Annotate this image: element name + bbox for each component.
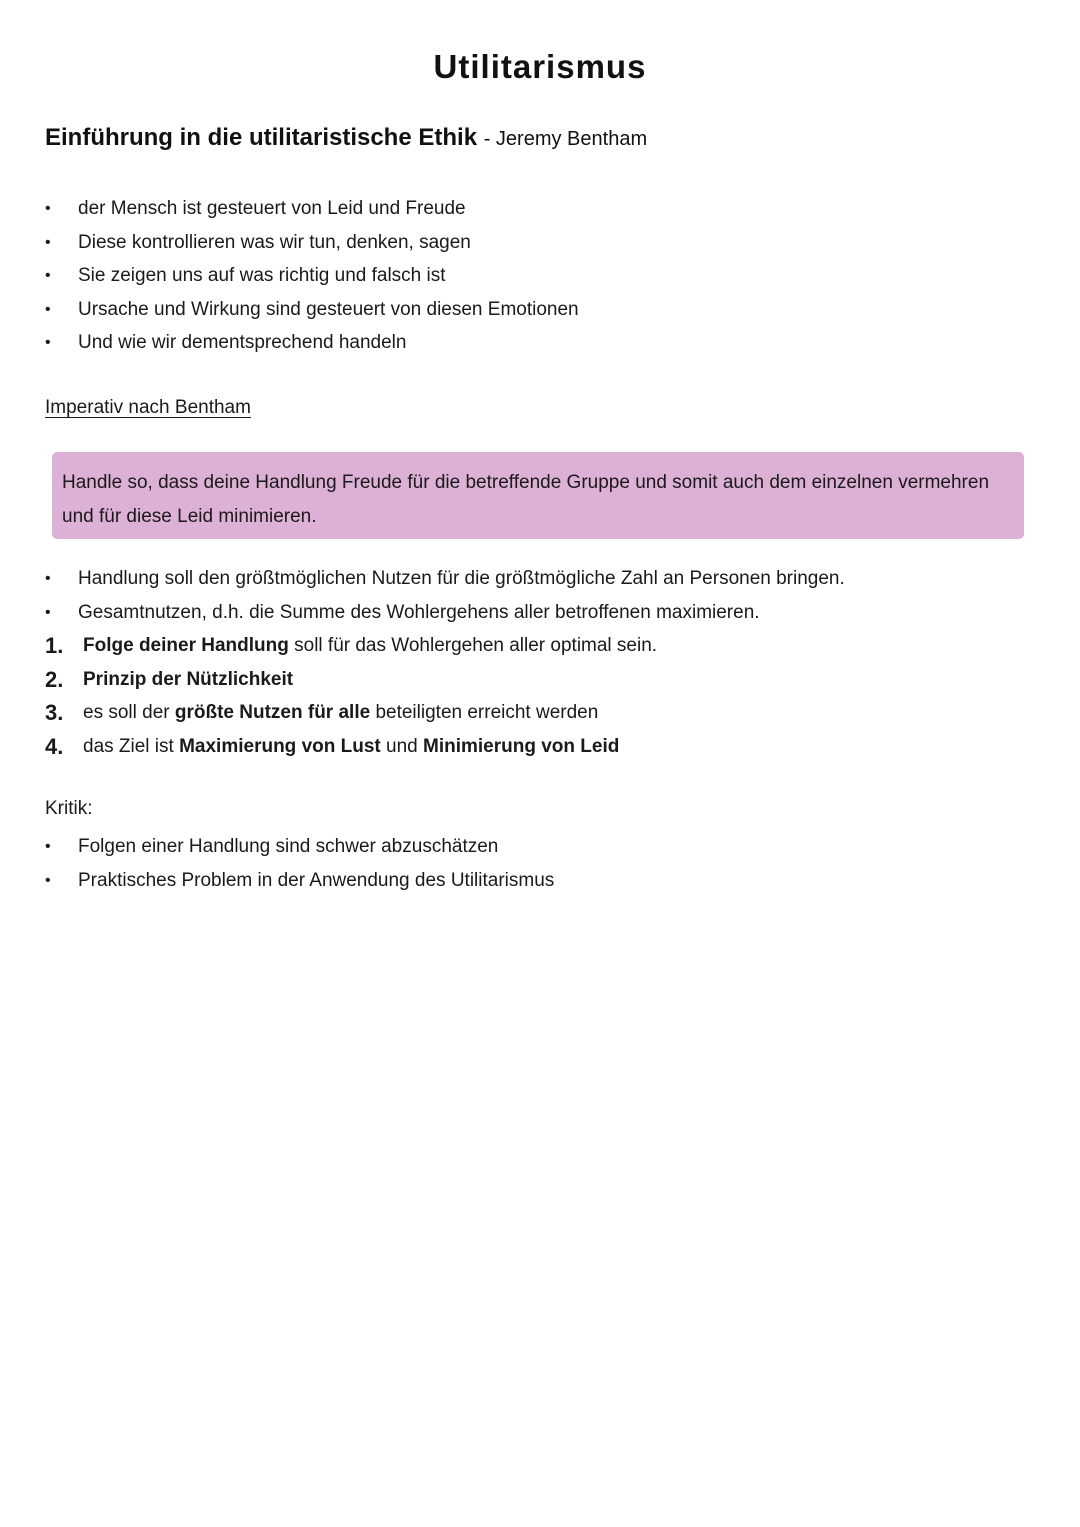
item-number: 3. (45, 700, 64, 725)
page-title: Utilitarismus (433, 48, 647, 85)
bold-term: Folge deiner Handlung (83, 635, 289, 656)
bold-term: Minimierung von Leid (423, 735, 620, 757)
intro-bullet-list (45, 192, 579, 360)
numbered-item-3 (45, 696, 657, 730)
item-text: es soll der (83, 702, 175, 723)
intro-heading-text: Einführung in die utilitaristische Ethik (45, 124, 478, 151)
list-item: • Handlung soll den größtmöglichen Nutzen für die größtmögliche Zahl an Personen bringen. (45, 562, 845, 596)
list-item: • Praktisches Problem in der Anwendung des Utilitarismus (45, 864, 554, 898)
list-item: • Gesamtnutzen, d.h. die Summe des Wohlergehens aller betroffenen maximieren. (45, 596, 845, 630)
imperative-heading: Imperativ nach Bentham (45, 397, 251, 418)
principles-numbered-list (45, 629, 657, 763)
list-item: • der Mensch ist gesteuert von Leid und Freude (45, 192, 579, 226)
item-number: 4. (45, 733, 64, 759)
section-heading-intro (45, 124, 647, 152)
item-text: beteiligten erreicht werden (370, 702, 599, 723)
bold-term: Prinzip der Nützlichkeit (83, 668, 294, 690)
list-item: • Und wie wir dementsprechend handeln (45, 326, 579, 360)
item-text: und (380, 735, 423, 757)
list-item: • Diese kontrollieren was wir tun, denken, sagen (45, 226, 579, 260)
numbered-item-2 (45, 663, 657, 697)
list-item: • Ursache und Wirkung sind gesteuert von diesen Emotionen (45, 293, 579, 327)
numbered-item-4 (45, 730, 657, 764)
principles-bullet-list (45, 562, 845, 629)
intro-author: - Jeremy Bentham (483, 128, 648, 150)
criticism-heading: Kritik: (45, 798, 93, 819)
item-text: das Ziel ist (83, 735, 180, 757)
bold-term: größte Nutzen für alle (174, 702, 371, 723)
item-number: 1. (45, 633, 64, 658)
numbered-item-1 (45, 629, 657, 663)
bold-term: Maximierung von Lust (179, 735, 381, 757)
imperative-highlight-box: Handle so, dass deine Handlung Freude für die betreffende Gruppe und somit auch dem einzelnen vermehren und für diese Leid minimieren. (52, 452, 1024, 539)
list-item: • Sie zeigen uns auf was richtig und falsch ist (45, 259, 579, 293)
item-number: 2. (45, 666, 64, 692)
criticism-bullet-list (45, 830, 554, 897)
list-item: • Folgen einer Handlung sind schwer abzuschätzen (45, 830, 554, 864)
item-text: soll für das Wohlergehen aller optimal sein. (288, 635, 658, 656)
